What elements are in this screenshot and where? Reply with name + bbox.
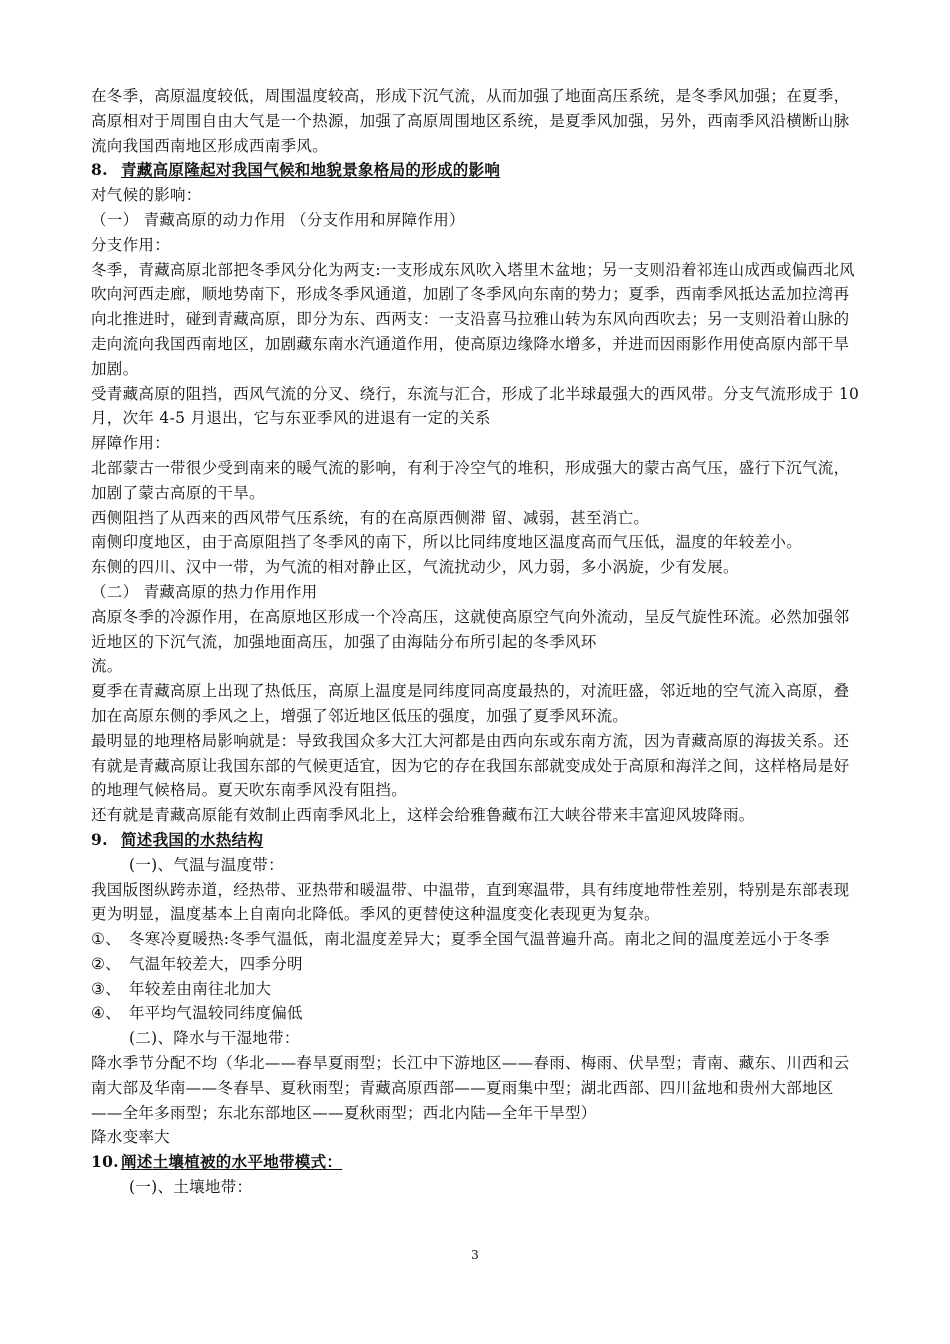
paragraph: 分支作用： [91, 235, 171, 254]
paragraph: 降水变率大 [91, 1128, 171, 1147]
section-heading [91, 158, 863, 183]
list-marker: ①、 [91, 930, 121, 949]
section-number: 9. [91, 829, 108, 849]
subsection-heading: (一)、土壤地带： [129, 1178, 253, 1197]
paragraph: 南侧印度地区，由于高原阻挡了冬季风的南下，所以比同纬度地区温度高而气压低，温度的年较差小。 [91, 533, 803, 552]
paragraph: 我国版图纵跨赤道，经热带、亚热带和暖温带、中温带，直到寒温带，具有纬度地带性差别，特别是东部表现更为明显，温度基本上自南向北降低。季风的更替使这种温度变化表现更为复杂。 [91, 880, 850, 924]
paragraph: 东侧的四川、汉中一带，为气流的相对静止区，气流扰动少，风力弱，多小涡旋，少有发展。 [91, 558, 739, 577]
page-number: 3 [471, 1248, 479, 1262]
paragraph: 降水季节分配不均（华北——春旱夏雨型；长江中下游地区——春雨、梅雨、伏旱型；青南、藏东、川西和云南大部及华南——冬春旱、夏秋雨型；青藏高原西部——夏雨集中型；湖北西部、四川盆地和贵州大部地区——全年多雨型；东北东部地区——夏秋雨型；西北内陆—全年干旱型） [91, 1054, 850, 1122]
list-item-text: 冬寒冷夏暖热:冬季气温低，南北温度差异大；夏季全国气温普遍升高。南北之间的温度差远小于冬季 [129, 930, 830, 949]
subsection-heading: (二)、降水与干湿地带： [129, 1029, 300, 1048]
paragraph: 在冬季，高原温度较低，周围温度较高，形成下沉气流，从而加强了地面高压系统，是冬季风加强；在夏季，高原相对于周围自由大气是一个热源，加强了高原周围地区系统，是夏季风加强，另外，西南季风沿横断山脉流向我国西南地区形成西南季风。 [91, 87, 850, 155]
list-marker: ②、 [91, 954, 121, 973]
paragraph: 受青藏高原的阻挡，西风气流的分叉、绕行，东流与汇合，形成了北半球最强大的西风带。分支气流形成于 10 月，次年 4-5 月退出，它与东亚季风的进退有一定的关系 [91, 384, 860, 428]
paragraph: 高原冬季的冷源作用，在高原地区形成一个冷高压，这就使高原空气向外流动，呈反气旋性环流。必然加强邻近地区的下沉气流，加强地面高压，加强了由海陆分布所引起的冬季风环 [91, 607, 850, 651]
document-body [91, 84, 863, 1200]
list-item-text: 年平均气温较同纬度偏低 [129, 1004, 303, 1023]
list-item-text: 年较差由南往北加大 [129, 979, 272, 998]
list-item [91, 977, 863, 1002]
list-item-text: 气温年较差大，四季分明 [129, 954, 303, 973]
list-item [91, 1001, 863, 1026]
paragraph: （一） 青藏高原的动力作用 （分支作用和屏障作用） [91, 210, 465, 229]
section-title: 阐述土壤植被的水平地带模式： [121, 1152, 343, 1172]
section-heading [91, 1150, 863, 1175]
list-marker: ③、 [91, 979, 121, 998]
section-title: 青藏高原隆起对我国气候和地貌景象格局的形成的影响 [121, 160, 501, 180]
paragraph: 屏障作用： [91, 434, 171, 453]
list-marker: ④、 [91, 1004, 121, 1023]
paragraph: 西侧阻挡了从西来的西风带气压系统，有的在高原西侧滞 留、减弱，甚至消亡。 [91, 508, 650, 527]
paragraph: 对气候的影响： [91, 186, 202, 205]
paragraph: 夏季在青藏高原上出现了热低压，高原上温度是同纬度同高度最热的，对流旺盛，邻近地的空气流入高原，叠加在高原东侧的季风之上，增强了邻近地区低压的强度，加强了夏季风环流。 [91, 682, 850, 725]
paragraph: 最明显的地理格局影响就是：导致我国众多大江大河都是由西向东或东南方流，因为青藏高原的海拔关系。还有就是青藏高原让我国东部的气候更适宜，因为它的存在我国东部就变成处于高原和海洋之间，这样格局是好的地理气候格局。夏天吹东南季风没有阻挡。 [91, 731, 850, 800]
paragraph: 北部蒙古一带很少受到南来的暖气流的影响，有利于冷空气的堆积，形成强大的蒙古高气压，盛行下沉气流，加剧了蒙古高原的干旱。 [91, 458, 850, 502]
paragraph: 冬季，青藏高原北部把冬季风分化为两支:一支形成东风吹入塔里木盆地；另一支则沿着祁连山成西或偏西北风吹向河西走廊，顺地势南下，形成冬季风通道，加剧了冬季风向东南的势力；夏季，西南季风抵达孟加拉湾再向北推进时，碰到青藏高原，即分为东、西两支：一支沿喜马拉雅山转为东风向西吹去；另一支则沿着山脉的走向流向我国西南地区，加剧藏东南水汽通道作用，使高原边缘降水增多，并进而因雨影作用使高原内部干旱加剧。 [91, 260, 855, 378]
paragraph: 还有就是青藏高原能有效制止西南季风北上，这样会给雅鲁藏布江大峡谷带来丰富迎风坡降雨。 [91, 806, 755, 825]
section-title: 简述我国的水热结构 [121, 829, 264, 849]
paragraph: （二） 青藏高原的热力作用作用 [91, 582, 318, 601]
section-number: 10. [91, 1152, 119, 1172]
list-item [91, 952, 863, 977]
section-number: 8. [91, 160, 108, 180]
paragraph: 流。 [91, 657, 123, 676]
subsection-heading: (一)、气温与温度带： [129, 855, 284, 874]
section-heading [91, 828, 863, 853]
list-item [91, 927, 863, 952]
